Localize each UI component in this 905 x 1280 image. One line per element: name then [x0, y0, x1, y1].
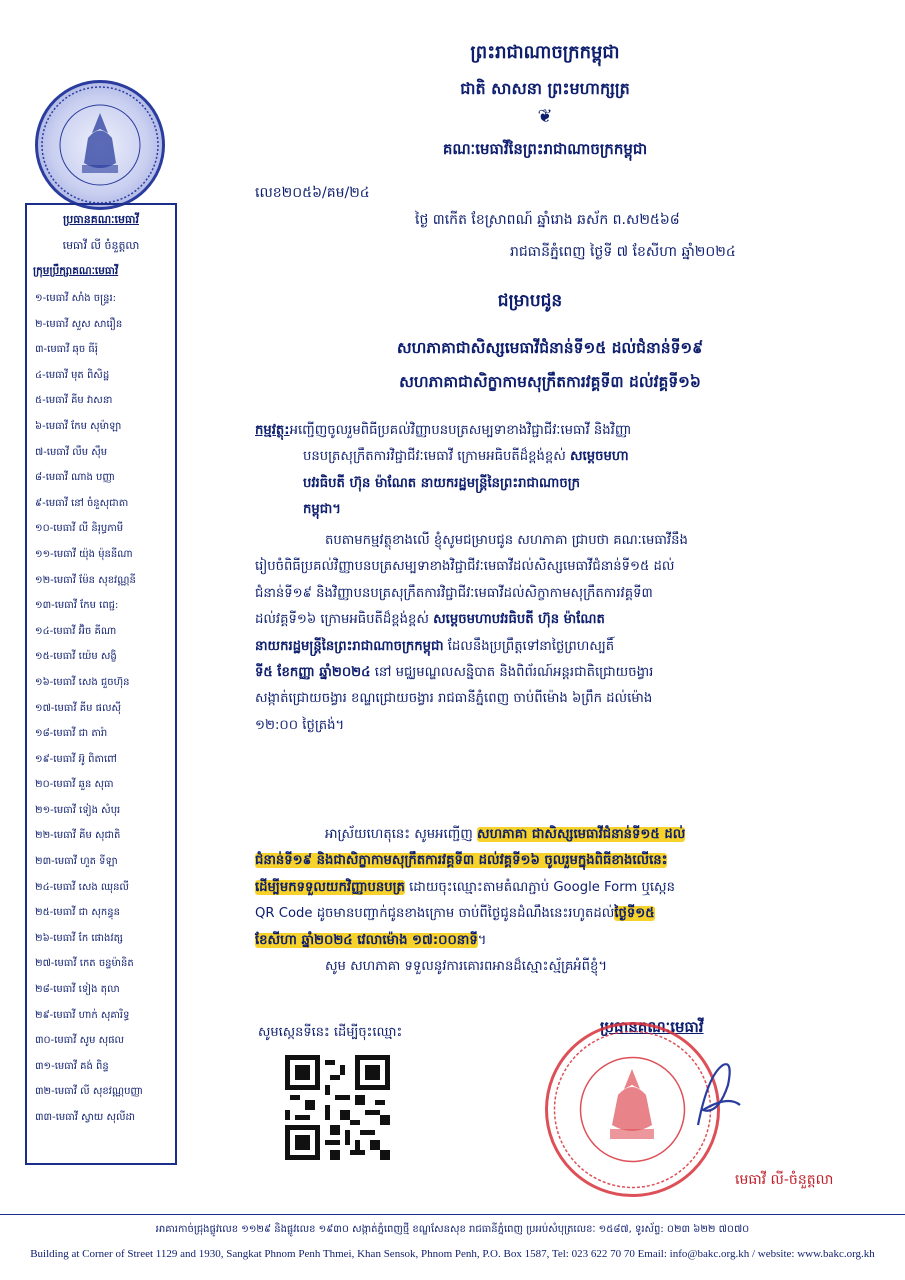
list-item: ១-មេធាវី សាំង ចន្ទ្ររ: — [35, 293, 117, 304]
registration-qr-code[interactable] — [285, 1055, 390, 1160]
subject-block — [255, 418, 855, 524]
bar-association-logo — [35, 80, 165, 210]
lunar-date: ថ្ងៃ ៣កើត ខែស្រាពណ៍ ឆ្នាំរោង ឆស័ក ព.ស២៥៦៨ — [415, 212, 680, 228]
p2-line-4a: QR Code ដូចមានបញ្ជាក់ជូនខាងក្រោម ចាប់ពីថ្ងៃជូនដំណឹងនេះរហូតដល់ — [255, 906, 615, 922]
p1-line-6a: ទី៥ ខែកញ្ញា ឆ្នាំ២០២៤ — [255, 665, 371, 681]
p2-line-4b-highlight: ថ្ងៃទី១៥ — [614, 906, 655, 922]
p1-line-5b: ដែលនឹងប្រព្រឹត្តទៅនាថ្ងៃព្រហស្បតិ៍ — [443, 638, 615, 654]
list-item: ២៣-មេធាវី ហួត ទីឡា — [35, 856, 118, 868]
list-item: ៣២-មេធាវី លី សុខវណ្ណបញ្ញា — [35, 1086, 143, 1098]
list-item: ១៣-មេធាវី កែម ពេជ្ជ: — [35, 600, 119, 612]
list-item: ១៩-មេធាវី អ៊ូ ពិតាពៅ — [35, 753, 117, 765]
kingdom-title: ព្រះរាជាណាចក្រកម្ពុជា — [470, 42, 620, 63]
list-item: ២-មេធាវី សួស សារឿន — [35, 318, 123, 330]
subject-line-2-bold: សម្តេចមហា — [569, 449, 629, 465]
organization-name: គណៈមេធាវីនៃព្រះរាជាណាចក្រកម្ពុជា — [442, 140, 648, 158]
p2-line-1b-highlight: សហភាគា ជាសិស្សមេធាវីជំនាន់ទី១៥ ដល់ — [477, 827, 686, 842]
list-item: ២៦-មេធាវី កែ ផោងវត្ស — [35, 932, 123, 944]
p1-line-2: រៀបចំពិធីប្រគល់វិញ្ញាបនបត្រសម្បទាខាងវិជ្ជាជីវៈមេធាវីដល់សិស្សមេធាវីជំនាន់ទី១៥ ដល់ — [255, 559, 675, 575]
list-item: ២៩-មេធាវី ហាក់ សុគារិទ្ធ — [35, 1009, 130, 1021]
footer-divider — [0, 1214, 905, 1215]
footer-address-km: អាគារកាច់ជ្រុងផ្លូវលេខ ១១២៩ និងផ្លូវលេខ ១៩៣០ សង្កាត់ភ្នំពេញថ្មី ខណ្ឌសែនសុខ រាជធានីភ្នំពេញ ប្រអប់សំបុត្រលេខៈ ១៥៨៧, ទូរស័ព្ទ: ០២៣ ៦២២ ៧០៧០ — [155, 1224, 750, 1235]
board-sidebar — [25, 203, 177, 1165]
list-item: ១៤-មេធាវី អ៊ិច គីណា — [35, 625, 117, 637]
bar-association-seal-logo-icon — [38, 83, 162, 207]
list-item: ៣១-មេធាវី គង់ ពិន្ទ — [35, 1060, 109, 1072]
list-item: ៣-មេធាវី ឆុច ធីរ៉ុ — [35, 344, 98, 356]
list-item: ៨-មេធាវី ណាង បញ្ញា — [35, 472, 115, 484]
signatory-name: មេធាវី លី-ចំនួត្តលា — [735, 1172, 834, 1188]
list-item: ៣០-មេធាវី សូម សុផល — [35, 1035, 125, 1047]
p1-line-7: សង្កាត់ជ្រោយចង្វារ ខណ្ឌជ្រោយចង្វារ រាជធានីភ្នំពេញ ចាប់ពីម៉ោង ៦ព្រឹក ដល់ម៉ោង — [255, 691, 653, 707]
p2-line-3a-highlight: ដើម្បីមកទទួលយកវិញ្ញាបនបត្រ — [255, 879, 405, 895]
body-paragraph-1 — [255, 528, 855, 739]
footer-address-en: Building at Corner of Street 1129 and 1930, Sangkat Phnom Penh Thmei, Khan Sensok, Phnom Penh, P.O. Box 1587, Tel: 023 622 70 70 Email: info@bakc.org.kh / website: www.bakc.org.kh — [30, 1248, 875, 1260]
notice-heading: ជម្រាបជូន — [497, 291, 563, 311]
list-item: ២១-មេធាវី ទៀង សំបុរ — [35, 804, 121, 816]
list-item: ១៧-មេធាវី គីម ផលស៊ី — [35, 702, 122, 714]
recipient-line-2: សហភាគាជាសិក្ខាកាមសុក្រឹតការវគ្គទី៣ ដល់វគ្គទី១៦ — [399, 373, 701, 391]
p1-line-8: ១២:០០ ថ្ងៃត្រង់។ — [255, 717, 345, 733]
subject-line-4: កម្ពុជា។ — [303, 502, 341, 518]
handwritten-signature-icon — [688, 1055, 748, 1135]
closing-line: សូម សហភាគា ទទួលនូវការគោរពអានដ៏ស្មោះស្ម័គ្រអំពីខ្ញុំ។ — [325, 959, 608, 975]
list-item: ៩-មេធាវី នៅ ចំនួសុជាតា — [35, 497, 129, 509]
sidebar-president-name: មេធាវី លី ចំនួត្តលា — [62, 239, 140, 252]
list-item: ២៥-មេធាវី ជា សុកន្ធុន — [35, 907, 120, 919]
reference-number: លេខ២០៥៦/គម/២៤ — [255, 185, 370, 201]
list-item: ៧-មេធាវី លឹម ស៊ឹម — [35, 446, 108, 458]
subject-line-1: អញ្ជើញចូលរួមពិធីប្រគល់វិញ្ញាបនបត្រសម្បទាខាងវិជ្ជាជីវៈមេធាវី និងវិញ្ញា — [289, 423, 632, 438]
sidebar-council-title: ក្រុមប្រឹក្សាគណៈមេធាវី — [33, 265, 119, 277]
list-item: ២៨-មេធាវី ទៀង តុលា — [35, 984, 120, 996]
list-item: ១២-មេធាវី ម៉ែន សុខវណ្ណនី — [35, 574, 136, 586]
list-item: ២៤-មេធាវី សេង ឈុនលី — [35, 881, 129, 893]
p2-line-5a-highlight: ខែសីហា ឆ្នាំ២០២៤ វេលាម៉ោង ១៧:០០នាទី — [255, 932, 478, 948]
list-item: ១៦-មេធាវី សេង ជួចហ៊ុន — [35, 676, 130, 688]
p2-line-5b: ។ — [477, 932, 487, 948]
list-item: ៦-មេធាវី កែម សុម៉ាឡា — [35, 420, 122, 432]
p1-line-3: ជំនាន់ទី១៩ និងវិញ្ញាបនបត្រសុក្រឹតការវិជ្ជាជីវៈមេធាវីដល់សិក្ខាកាមសុក្រឹតការវគ្គទី៣ — [255, 585, 653, 601]
p2-line-1a: អាស្រ័យហេតុនេះ សូមអញ្ជើញ — [325, 827, 478, 842]
list-item: ៣៣-មេធាវី ស្វាយ សុលីដា — [35, 1112, 136, 1123]
list-item: ១៥-មេធាវី យ៉េម សង្ខិ — [35, 651, 117, 663]
p1-line-6b: នៅ មជ្ឈមណ្ឌលសន្និបាត និងពិព័រណ៍អន្តរជាតិជ្រោយចង្វារ — [370, 665, 654, 681]
list-item: ២៧-មេធាវី កេត ចន្ទម៉ានិត — [35, 958, 134, 970]
council-member-list — [27, 286, 175, 1131]
national-motto: ជាតិ សាសនា ព្រះមហាក្សត្រ — [460, 79, 630, 98]
subject-line-2: បនបត្រសុក្រឹតការវិជ្ជាជីវៈមេធាវី ក្រោមអធិបតីដ៏ខ្ពង់ខ្ពស់ — [303, 449, 566, 465]
qr-code-icon — [285, 1055, 390, 1160]
p2-line-2-highlight: ជំនាន់ទី១៩ និងជាសិក្ខាកាមសុក្រឹតការវគ្គទី៣ ដល់វគ្គទី១៦ ចូលរួមក្នុងពិធីខាងលើនេះ — [255, 853, 668, 869]
subject-line-3: បវរធិបតី ហ៊ុន ម៉ាណែត នាយករដ្ឋមន្ត្រីនៃព្រះរាជាណាចក្រ — [303, 475, 581, 491]
p1-line-4a: ដល់វគ្គទី១៦ ក្រោមអធិបតីដ៏ខ្ពង់ខ្ពស់ — [255, 612, 434, 628]
recipient-line-1: សហភាគាជាសិស្សមេធាវីជំនាន់ទី១៥ ដល់ជំនាន់ទី១៩ — [396, 339, 704, 357]
list-item: ៥-មេធាវី គីម វាសនា — [35, 395, 113, 407]
signature-title: ប្រធានគណៈមេធាវី — [600, 1018, 704, 1036]
list-item: ១០-មេធាវី លី និរុប្ធភាមី — [35, 523, 124, 535]
ornament-icon: ❦ — [537, 106, 553, 127]
solar-date: រាជធានីភ្នំពេញ ថ្ងៃទី ៧ ខែសីហា ឆ្នាំ២០២៤ — [510, 244, 736, 260]
list-item: ២២-មេធាវី គីម សុជាតិ — [35, 830, 121, 842]
subject-label: កម្មវត្ថុ: — [255, 423, 290, 438]
list-item: ១១-មេធាវី យ៉ុង ម៉ុននីណា — [35, 548, 133, 560]
p2-line-3b: ដោយចុះឈ្មោះតាមតំណភ្ជាប់ Google Form ឬស្កេន — [404, 879, 675, 895]
list-item: ១៨-មេធាវី ជា តារ៉ា — [35, 728, 108, 740]
qr-caption: សូមស្កេនទីនេះ ដើម្បីចុះឈ្មោះ — [258, 1025, 403, 1040]
sidebar-president-title: ប្រធានគណៈមេធាវី — [63, 213, 139, 226]
list-item: ៤-មេធាវី មុត ពិសិដ្ឋ — [35, 369, 110, 381]
list-item: ២០-មេធាវី ឆួន សុធា — [35, 779, 114, 791]
p1-line-4b: សម្តេចមហាបវរធិបតី ហ៊ុន ម៉ាណែត — [433, 612, 605, 628]
p1-line-5a: នាយករដ្ឋមន្ត្រីនៃព្រះរាជាណាចក្រកម្ពុជា — [255, 638, 444, 654]
p1-line-1: តបតាមកម្មវត្ថុខាងលើ ខ្ញុំសូមជម្រាបជូន សហភាគា ជ្រាបថា គណៈមេធាវីនឹង — [325, 533, 688, 548]
body-paragraph-2 — [255, 822, 855, 980]
